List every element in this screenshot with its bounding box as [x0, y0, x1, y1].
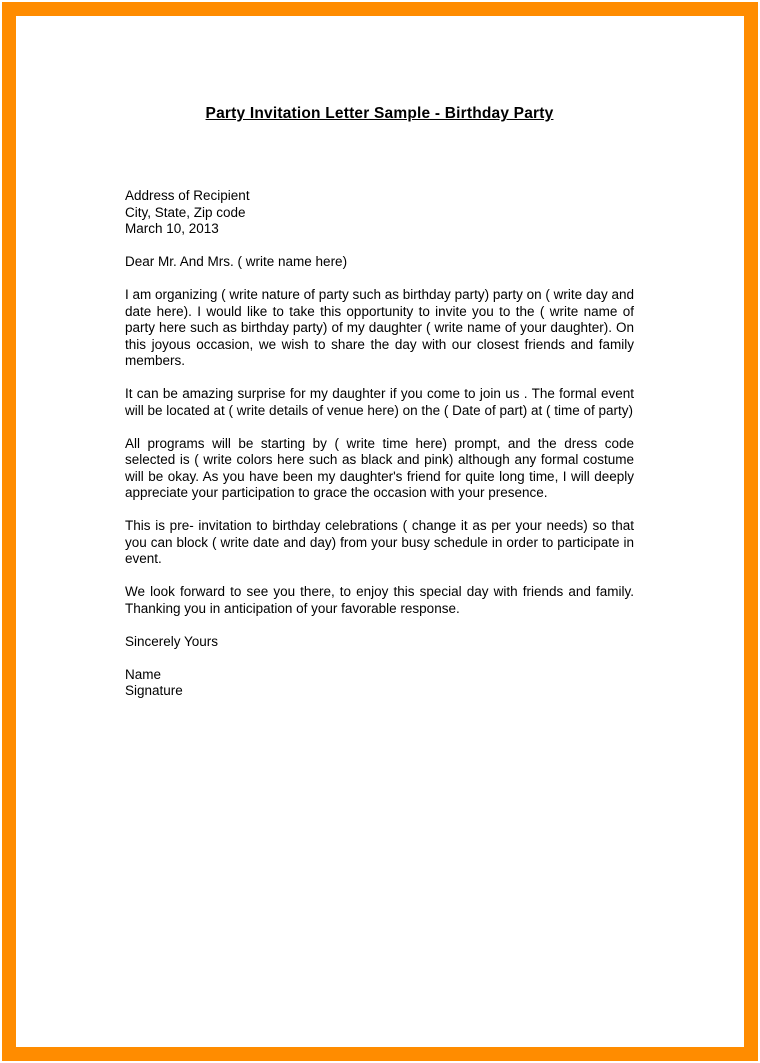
- recipient-block: [125, 188, 634, 238]
- signature-name-line: Name: [125, 666, 162, 682]
- closing: Sincerely Yours: [125, 633, 219, 649]
- recipient-city-line: City, State, Zip code: [125, 204, 246, 220]
- recipient-address-line: Address of Recipient: [125, 188, 250, 203]
- paragraph-2: It can be amazing surprise for my daughter if you come to join us . The formal event will be located at ( write details of venue here) on the ( Date of part) at ( time of party): [125, 386, 634, 418]
- paragraph-1: I am organizing ( write nature of party such as birthday party) party on ( write day and date here). I would like to take this opportunity to invite you to the ( write name of party here such as birthday party) of my daughter ( write name of your daughter). On this joyous occasion, we wish to share the day with our closest friends and family members.: [125, 287, 634, 368]
- paragraph-3: All programs will be starting by ( write time here) prompt, and the dress code selected is ( write colors here such as black and pink) although any formal costume will be okay. As you have been my daughter's friend for quite long time, I will deeply appreciate your participation to grace the occasion with your presence.: [125, 435, 634, 500]
- letter-date: March 10, 2013: [125, 221, 219, 236]
- paragraph-4: This is pre- invitation to birthday celebrations ( change it as per your needs) so that you can block ( write date and day) from your busy schedule in order to participate in event.: [125, 518, 634, 566]
- signature-block: [125, 667, 634, 700]
- salutation: Dear Mr. And Mrs. ( write name here): [125, 254, 348, 269]
- paragraph-5: We look forward to see you there, to enjoy this special day with friends and family. Thanking you in anticipation of your favorable response.: [125, 584, 634, 616]
- letter-title: Party Invitation Letter Sample - Birthday Party: [205, 105, 554, 122]
- signature-line: Signature: [125, 683, 183, 698]
